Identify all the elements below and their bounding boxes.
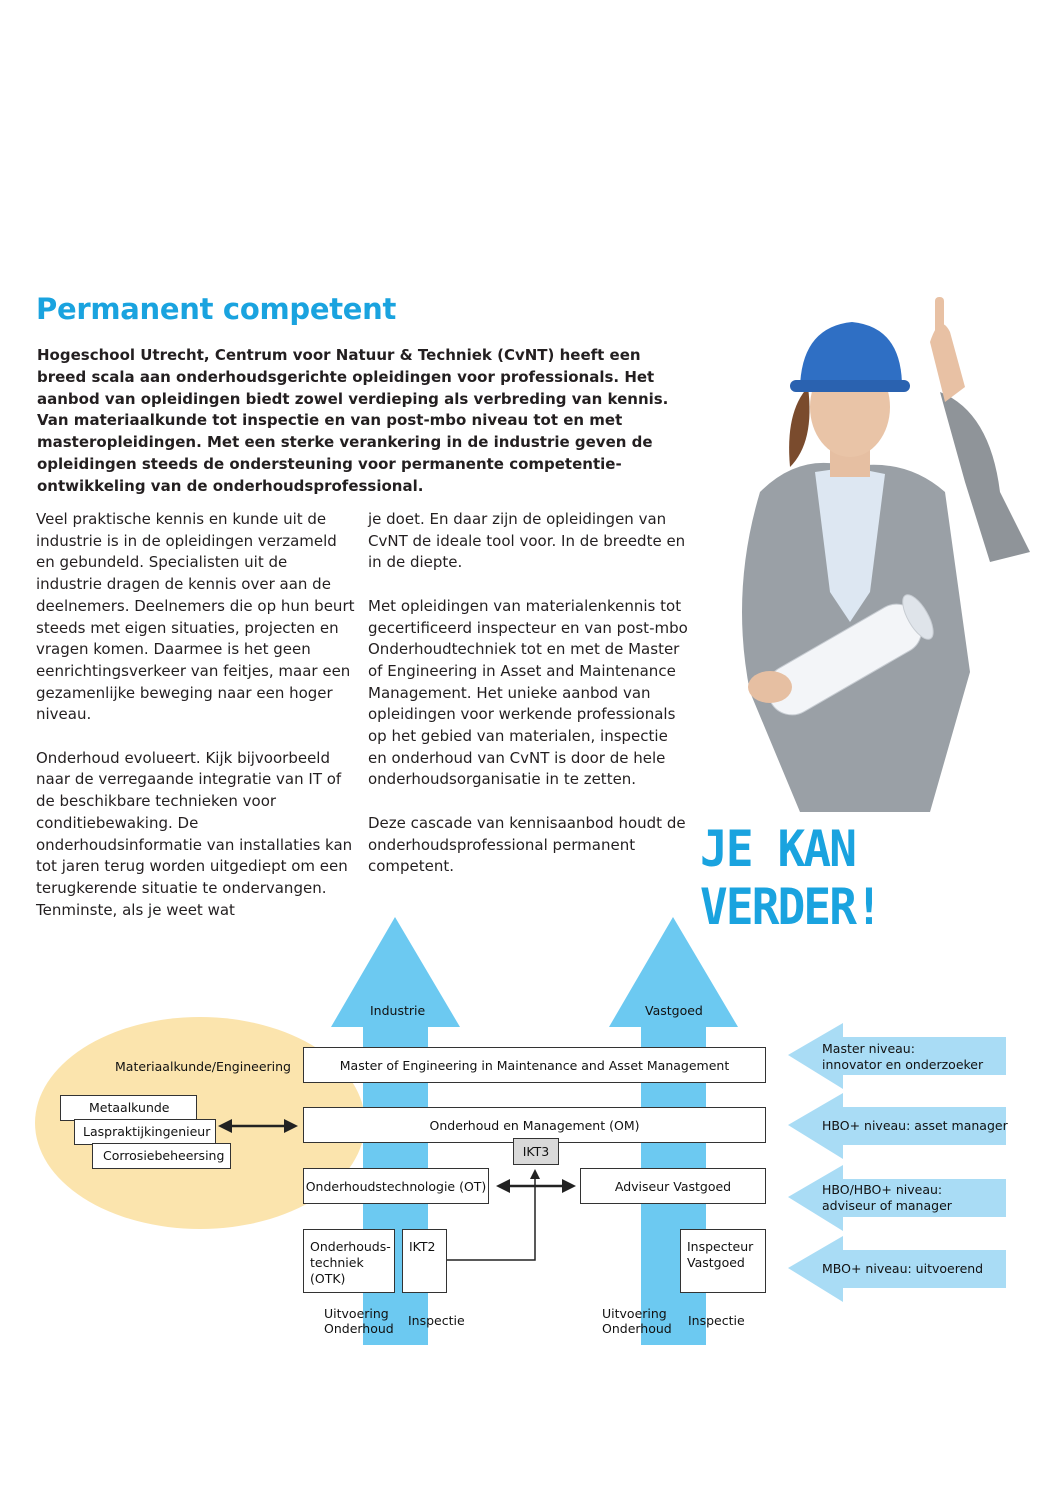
otk-box [303,1229,395,1293]
arrowhead [562,1179,576,1193]
slogan: JE KAN VERDER! [700,820,881,936]
ikt3-box: IKT3 [513,1138,559,1165]
bottom-label-line: Uitvoering [324,1306,389,1321]
text-column-1 [36,509,356,943]
ikt2-box: IKT2 [402,1229,447,1293]
vastgoed-label: Vastgoed [645,1003,703,1018]
arrowhead [530,1169,540,1179]
level-label-master [822,1041,983,1073]
level-line: Master niveau: [822,1041,915,1056]
paragraph: je doet. En daar zijn de opleidingen van CvNT de ideale tool voor. In de breedte en in de diepte. [368,510,686,572]
inspecteur-box [680,1229,766,1293]
paragraph: Veel praktische kennis en kunde uit de industrie is in de opleidingen verzameld en gebundeld. Specialisten uit de industrie dragen de kennis over aan de deelnemers. Deelnemers die op hun beurt steeds met eigen situaties, projecten en vragen komen. Daarmee is het geen eenrichtingsverkeer van feitjes, maar een gezamenlijke beweging naar een hoger niveau. [36,510,355,724]
bottom-label: Inspectie [688,1313,745,1328]
bottom-label [324,1306,394,1336]
otk-line: Onderhouds- [310,1239,391,1254]
otk-line: (OTK) [310,1271,346,1286]
ellipse-label: Materiaalkunde/Engineering [115,1059,291,1074]
industrie-label: Industrie [370,1003,426,1018]
level-line: adviseur of manager [822,1198,952,1213]
course-box: Laspraktijkingenieur [74,1119,216,1145]
inspecteur-line: Vastgoed [687,1255,745,1270]
master-box: Master of Engineering in Maintenance and Asset Management [303,1047,766,1083]
professional-woman-illustration [690,292,1050,812]
page-title: Permanent competent [36,292,397,326]
om-box: Onderhoud en Management (OM) [303,1107,766,1143]
bottom-label: Inspectie [408,1313,465,1328]
bottom-label-line: Uitvoering [602,1306,667,1321]
level-line: HBO/HBO+ niveau: [822,1182,943,1197]
paragraph: Onderhoud evolueert. Kijk bijvoorbeeld naar de verregaande integratie van IT of de beschikbare technieken voor conditiebewaking. De onderhoudsinformatie van installaties kan tot jaren terug worden uitgediept om een terugkerende situatie te ondervangen. Tenminste, als je weet wat [36,748,353,919]
level-label-hbo [822,1182,952,1214]
paragraph: Deze cascade van kennisaanbod houdt de onderhoudsprofessional permanent competent. [368,813,686,876]
text-column-2 [368,509,688,900]
inspecteur-line: Inspecteur [687,1239,754,1254]
arrowhead [496,1179,510,1193]
education-cascade-diagram [0,905,1058,1375]
bottom-label [602,1306,672,1336]
otk-line: techniek [310,1255,364,1270]
paragraph: Met opleidingen van materialenkennis tot gecertificeerd inspecteur en van post-mbo Onderhoudtechniek tot en met de Master of Engineering in Asset and Maintenance Management. Het unieke aanbod van opleidingen voor werkende professionals op het gebied van materialen, inspectie en onderhoud van CvNT is door de hele onderhoudsorganisatie in te zetten. [368,596,688,789]
course-box: Corrosiebeheersing [92,1143,231,1169]
intro-paragraph: Hogeschool Utrecht, Centrum voor Natuur & Techniek (CvNT) heeft een breed scala aan onderhoudsgerichte opleidingen voor professionals. Het aanbod van opleidingen biedt zowel verdieping als verbreding van kennis. Van materiaalkunde tot inspectie en van post-mbo niveau tot en met masteropleidingen. Met een sterke verankering in de industrie geven de opleidingen steeds de ondersteuning voor permanente competentie-ontwikkeling van de onderhoudsprofessional. [37,346,669,495]
ot-box: Onderhoudstechnologie (OT) [303,1168,489,1204]
adviseur-box: Adviseur Vastgoed [580,1168,766,1204]
bottom-label-line: Onderhoud [602,1321,672,1336]
course-box: Metaalkunde [60,1095,197,1121]
level-label-hbo-plus: HBO+ niveau: asset manager [822,1118,1008,1133]
bottom-label-line: Onderhoud [324,1321,394,1336]
level-label-mbo: MBO+ niveau: uitvoerend [822,1261,984,1276]
level-line: innovator en onderzoeker [822,1057,984,1072]
